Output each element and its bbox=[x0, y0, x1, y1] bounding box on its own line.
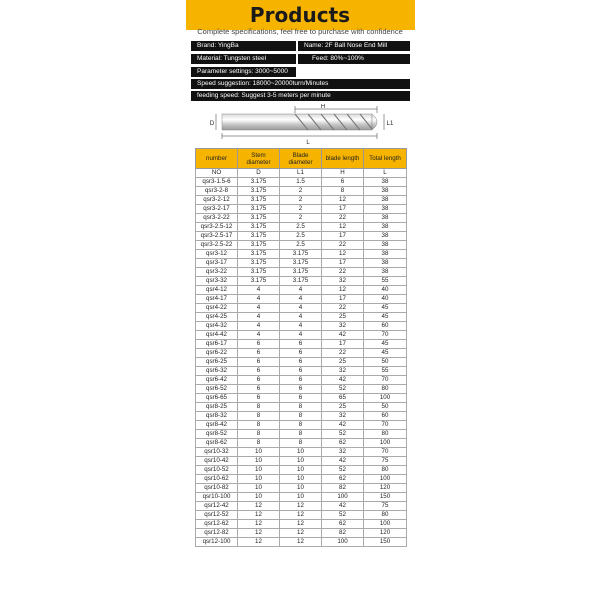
table-row bbox=[196, 349, 407, 358]
cell-stem-diameter: 4 bbox=[238, 286, 280, 295]
table-row bbox=[196, 178, 407, 187]
table-row bbox=[196, 457, 407, 466]
cell-number: qsr3-2.5-12 bbox=[196, 223, 238, 232]
cell-total-length: 75 bbox=[364, 457, 407, 466]
table-row bbox=[196, 484, 407, 493]
cell-number: qsr10-62 bbox=[196, 475, 238, 484]
cell-number: qsr3-2-8 bbox=[196, 187, 238, 196]
cell-blade-length: 25 bbox=[322, 403, 364, 412]
table-row bbox=[196, 295, 407, 304]
table-row bbox=[196, 421, 407, 430]
cell-stem-diameter: 10 bbox=[238, 466, 280, 475]
end-mill-shape bbox=[222, 114, 377, 130]
cell-number: qsr3-2-17 bbox=[196, 205, 238, 214]
cell-blade-length: 25 bbox=[322, 313, 364, 322]
table-row bbox=[196, 232, 407, 241]
table-row bbox=[196, 376, 407, 385]
cell-blade-length: 17 bbox=[322, 340, 364, 349]
dim-l1-label: L1 bbox=[386, 121, 394, 127]
table-row bbox=[196, 511, 407, 520]
cell-number: qsr8-25 bbox=[196, 403, 238, 412]
cell-blade-diameter: 10 bbox=[280, 484, 322, 493]
cell-blade-length: 32 bbox=[322, 367, 364, 376]
cell-blade-length: 62 bbox=[322, 475, 364, 484]
cell-total-length: 80 bbox=[364, 466, 407, 475]
cell-total-length: 100 bbox=[364, 475, 407, 484]
cell-stem-diameter: 3.175 bbox=[238, 178, 280, 187]
cell-blade-diameter: 6 bbox=[280, 385, 322, 394]
cell-blade-length: 65 bbox=[322, 394, 364, 403]
cell-blade-diameter: 12 bbox=[280, 511, 322, 520]
table-row bbox=[196, 394, 407, 403]
cell-blade-length: 17 bbox=[322, 295, 364, 304]
cell-stem-diameter: 8 bbox=[238, 439, 280, 448]
table-row bbox=[196, 430, 407, 439]
cell-blade-length: 52 bbox=[322, 385, 364, 394]
cell-blade-length: 25 bbox=[322, 358, 364, 367]
cell-total-length: 80 bbox=[364, 385, 407, 394]
cell-blade-diameter: 4 bbox=[280, 313, 322, 322]
table-header-row bbox=[196, 149, 407, 169]
cell-stem-diameter: 12 bbox=[238, 520, 280, 529]
cell-blade-length: 32 bbox=[322, 448, 364, 457]
cell-blade-length: 12 bbox=[322, 286, 364, 295]
cell-stem-diameter: 4 bbox=[238, 304, 280, 313]
cell-stem-diameter: 12 bbox=[238, 511, 280, 520]
cell-number: qsr3-32 bbox=[196, 277, 238, 286]
cell-blade-length: 22 bbox=[322, 268, 364, 277]
cell-total-length: 120 bbox=[364, 529, 407, 538]
cell-number: qsr3-17 bbox=[196, 259, 238, 268]
page-title: Products bbox=[249, 3, 351, 27]
table-row bbox=[196, 196, 407, 205]
parameter-bar: Parameter settings: 3000~5000 bbox=[191, 67, 296, 77]
cell-stem-diameter: 10 bbox=[238, 448, 280, 457]
cell-number: qsr12-42 bbox=[196, 502, 238, 511]
cell-total-length: 150 bbox=[364, 493, 407, 502]
cell-total-length: 120 bbox=[364, 484, 407, 493]
table-subheader-row bbox=[196, 169, 407, 178]
cell-number: qsr8-42 bbox=[196, 421, 238, 430]
table-row bbox=[196, 313, 407, 322]
cell-stem-diameter: 4 bbox=[238, 331, 280, 340]
cell-stem-diameter: 3.175 bbox=[238, 259, 280, 268]
cell-total-length: 45 bbox=[364, 340, 407, 349]
cell-number: qsr6-42 bbox=[196, 376, 238, 385]
brand-bar: Brand: YingBa bbox=[191, 41, 296, 51]
tool-drawing bbox=[200, 104, 400, 149]
cell-number: qsr10-42 bbox=[196, 457, 238, 466]
cell-total-length: 38 bbox=[364, 214, 407, 223]
subheader-no: NO bbox=[196, 169, 238, 178]
cell-number: qsr4-42 bbox=[196, 331, 238, 340]
cell-total-length: 40 bbox=[364, 286, 407, 295]
cell-stem-diameter: 3.175 bbox=[238, 277, 280, 286]
cell-blade-diameter: 12 bbox=[280, 502, 322, 511]
cell-number: qsr6-25 bbox=[196, 358, 238, 367]
cell-number: qsr4-17 bbox=[196, 295, 238, 304]
cell-total-length: 80 bbox=[364, 511, 407, 520]
table-row bbox=[196, 367, 407, 376]
cell-blade-length: 32 bbox=[322, 322, 364, 331]
cell-total-length: 38 bbox=[364, 205, 407, 214]
cell-blade-length: 82 bbox=[322, 484, 364, 493]
subheader-h: H bbox=[322, 169, 364, 178]
table-row bbox=[196, 412, 407, 421]
table-row bbox=[196, 268, 407, 277]
cell-stem-diameter: 12 bbox=[238, 529, 280, 538]
cell-number: qsr12-52 bbox=[196, 511, 238, 520]
header-blade-diameter: Blade diameter bbox=[280, 149, 322, 169]
cell-number: qsr4-22 bbox=[196, 304, 238, 313]
cell-blade-length: 32 bbox=[322, 277, 364, 286]
cell-blade-length: 17 bbox=[322, 232, 364, 241]
table-row bbox=[196, 322, 407, 331]
cell-blade-length: 22 bbox=[322, 304, 364, 313]
cell-number: qsr6-52 bbox=[196, 385, 238, 394]
cell-stem-diameter: 10 bbox=[238, 493, 280, 502]
cell-total-length: 45 bbox=[364, 349, 407, 358]
cell-stem-diameter: 4 bbox=[238, 295, 280, 304]
cell-total-length: 45 bbox=[364, 304, 407, 313]
cell-blade-length: 42 bbox=[322, 376, 364, 385]
subheader-l1: L1 bbox=[280, 169, 322, 178]
cell-blade-diameter: 4 bbox=[280, 286, 322, 295]
page-subtitle: Complete specifications, feel free to purchase with confidence bbox=[197, 27, 403, 36]
cell-stem-diameter: 4 bbox=[238, 313, 280, 322]
cell-total-length: 38 bbox=[364, 250, 407, 259]
cell-total-length: 38 bbox=[364, 187, 407, 196]
cell-number: qsr3-1.5-6 bbox=[196, 178, 238, 187]
cell-stem-diameter: 3.175 bbox=[238, 268, 280, 277]
cell-blade-length: 82 bbox=[322, 529, 364, 538]
cell-total-length: 38 bbox=[364, 268, 407, 277]
cell-blade-length: 8 bbox=[322, 187, 364, 196]
cell-blade-diameter: 6 bbox=[280, 376, 322, 385]
cell-blade-diameter: 8 bbox=[280, 430, 322, 439]
cell-blade-diameter: 12 bbox=[280, 538, 322, 547]
table-row bbox=[196, 520, 407, 529]
cell-number: qsr6-65 bbox=[196, 394, 238, 403]
cell-number: qsr10-100 bbox=[196, 493, 238, 502]
cell-blade-diameter: 2.5 bbox=[280, 223, 322, 232]
cell-blade-diameter: 10 bbox=[280, 466, 322, 475]
cell-blade-length: 52 bbox=[322, 511, 364, 520]
table-row bbox=[196, 493, 407, 502]
cell-blade-diameter: 8 bbox=[280, 403, 322, 412]
cell-blade-diameter: 6 bbox=[280, 340, 322, 349]
cell-blade-length: 42 bbox=[322, 502, 364, 511]
cell-total-length: 150 bbox=[364, 538, 407, 547]
cell-blade-length: 52 bbox=[322, 466, 364, 475]
cell-number: qsr10-82 bbox=[196, 484, 238, 493]
cell-total-length: 70 bbox=[364, 448, 407, 457]
cell-blade-diameter: 2.5 bbox=[280, 241, 322, 250]
cell-blade-diameter: 2 bbox=[280, 214, 322, 223]
cell-number: qsr6-17 bbox=[196, 340, 238, 349]
cell-total-length: 55 bbox=[364, 277, 407, 286]
cell-stem-diameter: 3.175 bbox=[238, 187, 280, 196]
table-row bbox=[196, 277, 407, 286]
cell-total-length: 38 bbox=[364, 178, 407, 187]
cell-stem-diameter: 3.175 bbox=[238, 196, 280, 205]
cell-total-length: 100 bbox=[364, 394, 407, 403]
cell-blade-diameter: 6 bbox=[280, 358, 322, 367]
cell-stem-diameter: 10 bbox=[238, 457, 280, 466]
cell-blade-diameter: 1.5 bbox=[280, 178, 322, 187]
cell-blade-length: 42 bbox=[322, 421, 364, 430]
cell-blade-diameter: 2.5 bbox=[280, 232, 322, 241]
cell-blade-diameter: 4 bbox=[280, 322, 322, 331]
table-row bbox=[196, 241, 407, 250]
dim-h-label: H bbox=[320, 104, 326, 110]
cell-blade-length: 62 bbox=[322, 520, 364, 529]
cell-stem-diameter: 8 bbox=[238, 421, 280, 430]
cell-stem-diameter: 6 bbox=[238, 385, 280, 394]
table-row bbox=[196, 187, 407, 196]
cell-stem-diameter: 12 bbox=[238, 502, 280, 511]
cell-blade-length: 17 bbox=[322, 259, 364, 268]
cell-total-length: 38 bbox=[364, 196, 407, 205]
table-row bbox=[196, 223, 407, 232]
cell-number: qsr3-2-22 bbox=[196, 214, 238, 223]
cell-blade-diameter: 8 bbox=[280, 412, 322, 421]
cell-stem-diameter: 6 bbox=[238, 394, 280, 403]
cell-number: qsr8-32 bbox=[196, 412, 238, 421]
cell-number: qsr12-100 bbox=[196, 538, 238, 547]
table-row bbox=[196, 358, 407, 367]
cell-number: qsr12-62 bbox=[196, 520, 238, 529]
cell-stem-diameter: 8 bbox=[238, 403, 280, 412]
cell-stem-diameter: 6 bbox=[238, 367, 280, 376]
table-row bbox=[196, 529, 407, 538]
cell-number: qsr12-82 bbox=[196, 529, 238, 538]
cell-blade-length: 12 bbox=[322, 250, 364, 259]
cell-blade-length: 12 bbox=[322, 196, 364, 205]
cell-blade-diameter: 3.175 bbox=[280, 250, 322, 259]
dim-d-label: D bbox=[209, 121, 215, 127]
cell-total-length: 45 bbox=[364, 313, 407, 322]
cell-total-length: 38 bbox=[364, 259, 407, 268]
cell-number: qsr10-52 bbox=[196, 466, 238, 475]
cell-blade-length: 22 bbox=[322, 349, 364, 358]
table-row bbox=[196, 403, 407, 412]
cell-number: qsr6-22 bbox=[196, 349, 238, 358]
cell-stem-diameter: 3.175 bbox=[238, 223, 280, 232]
cell-number: qsr4-25 bbox=[196, 313, 238, 322]
cell-blade-length: 100 bbox=[322, 538, 364, 547]
cell-number: qsr3-2.5-17 bbox=[196, 232, 238, 241]
cell-total-length: 75 bbox=[364, 502, 407, 511]
cell-blade-diameter: 8 bbox=[280, 439, 322, 448]
table-row bbox=[196, 466, 407, 475]
cell-blade-length: 52 bbox=[322, 430, 364, 439]
cell-blade-diameter: 4 bbox=[280, 295, 322, 304]
cell-blade-length: 42 bbox=[322, 457, 364, 466]
cell-number: qsr3-2.5-22 bbox=[196, 241, 238, 250]
cell-stem-diameter: 3.175 bbox=[238, 214, 280, 223]
cell-blade-length: 6 bbox=[322, 178, 364, 187]
cell-blade-diameter: 10 bbox=[280, 475, 322, 484]
cell-stem-diameter: 6 bbox=[238, 358, 280, 367]
cell-blade-length: 22 bbox=[322, 241, 364, 250]
cell-total-length: 38 bbox=[364, 223, 407, 232]
cell-total-length: 70 bbox=[364, 331, 407, 340]
cell-total-length: 80 bbox=[364, 430, 407, 439]
cell-blade-diameter: 2 bbox=[280, 187, 322, 196]
cell-stem-diameter: 3.175 bbox=[238, 205, 280, 214]
cell-number: qsr10-32 bbox=[196, 448, 238, 457]
cell-blade-diameter: 12 bbox=[280, 520, 322, 529]
cell-stem-diameter: 3.175 bbox=[238, 250, 280, 259]
cell-stem-diameter: 12 bbox=[238, 538, 280, 547]
cell-stem-diameter: 3.175 bbox=[238, 232, 280, 241]
dim-l-label: L bbox=[306, 140, 310, 146]
table-row bbox=[196, 331, 407, 340]
cell-total-length: 100 bbox=[364, 520, 407, 529]
cell-blade-diameter: 3.175 bbox=[280, 268, 322, 277]
cell-total-length: 38 bbox=[364, 232, 407, 241]
header-number: number bbox=[196, 149, 238, 169]
cell-blade-diameter: 2 bbox=[280, 205, 322, 214]
cell-blade-diameter: 10 bbox=[280, 457, 322, 466]
cell-total-length: 60 bbox=[364, 412, 407, 421]
table-row bbox=[196, 205, 407, 214]
cell-total-length: 38 bbox=[364, 241, 407, 250]
table-row bbox=[196, 286, 407, 295]
cell-number: qsr4-32 bbox=[196, 322, 238, 331]
feed-bar: Feed: 80%~100% bbox=[298, 54, 410, 64]
table-row bbox=[196, 340, 407, 349]
cell-total-length: 55 bbox=[364, 367, 407, 376]
cell-blade-length: 17 bbox=[322, 205, 364, 214]
cell-blade-length: 42 bbox=[322, 331, 364, 340]
cell-blade-diameter: 2 bbox=[280, 196, 322, 205]
cell-total-length: 40 bbox=[364, 295, 407, 304]
cell-blade-diameter: 12 bbox=[280, 529, 322, 538]
spec-table bbox=[195, 148, 407, 547]
cell-number: qsr3-2-12 bbox=[196, 196, 238, 205]
cell-total-length: 60 bbox=[364, 322, 407, 331]
cell-stem-diameter: 8 bbox=[238, 412, 280, 421]
cell-number: qsr4-12 bbox=[196, 286, 238, 295]
header-stem-diameter: Stem diameter bbox=[238, 149, 280, 169]
cell-stem-diameter: 6 bbox=[238, 376, 280, 385]
cell-blade-diameter: 6 bbox=[280, 349, 322, 358]
subheader-d: D bbox=[238, 169, 280, 178]
cell-blade-length: 22 bbox=[322, 214, 364, 223]
cell-stem-diameter: 10 bbox=[238, 475, 280, 484]
cell-stem-diameter: 6 bbox=[238, 349, 280, 358]
cell-number: qsr3-22 bbox=[196, 268, 238, 277]
cell-blade-diameter: 3.175 bbox=[280, 277, 322, 286]
table-row bbox=[196, 214, 407, 223]
cell-blade-length: 12 bbox=[322, 223, 364, 232]
table-row bbox=[196, 448, 407, 457]
cell-blade-diameter: 4 bbox=[280, 304, 322, 313]
cell-blade-diameter: 10 bbox=[280, 448, 322, 457]
feeding-bar: feeding speed: Suggest 3-5 meters per minute bbox=[191, 91, 410, 101]
cell-stem-diameter: 3.175 bbox=[238, 241, 280, 250]
cell-total-length: 70 bbox=[364, 376, 407, 385]
table-row bbox=[196, 538, 407, 547]
cell-blade-diameter: 3.175 bbox=[280, 259, 322, 268]
header-blade-length: blade length bbox=[322, 149, 364, 169]
cell-blade-length: 32 bbox=[322, 412, 364, 421]
cell-total-length: 70 bbox=[364, 421, 407, 430]
table-row bbox=[196, 475, 407, 484]
cell-blade-length: 100 bbox=[322, 493, 364, 502]
table-row bbox=[196, 259, 407, 268]
material-bar: Material: Tungsten steel bbox=[191, 54, 296, 64]
cell-total-length: 50 bbox=[364, 403, 407, 412]
cell-number: qsr8-62 bbox=[196, 439, 238, 448]
name-bar: Name: 2F Ball Nose End Mill bbox=[298, 41, 410, 51]
cell-number: qsr8-52 bbox=[196, 430, 238, 439]
cell-blade-diameter: 6 bbox=[280, 394, 322, 403]
cell-stem-diameter: 6 bbox=[238, 340, 280, 349]
cell-blade-diameter: 4 bbox=[280, 331, 322, 340]
cell-total-length: 100 bbox=[364, 439, 407, 448]
cell-number: qsr6-32 bbox=[196, 367, 238, 376]
table-row bbox=[196, 250, 407, 259]
subheader-l: L bbox=[364, 169, 407, 178]
cell-blade-diameter: 8 bbox=[280, 421, 322, 430]
cell-stem-diameter: 10 bbox=[238, 484, 280, 493]
cell-blade-length: 62 bbox=[322, 439, 364, 448]
cell-blade-diameter: 6 bbox=[280, 367, 322, 376]
table-row bbox=[196, 304, 407, 313]
cell-stem-diameter: 8 bbox=[238, 430, 280, 439]
header-total-length: Total length bbox=[364, 149, 407, 169]
cell-total-length: 50 bbox=[364, 358, 407, 367]
cell-blade-diameter: 10 bbox=[280, 493, 322, 502]
table-row bbox=[196, 385, 407, 394]
cell-stem-diameter: 4 bbox=[238, 322, 280, 331]
table-row bbox=[196, 439, 407, 448]
cell-number: qsr3-12 bbox=[196, 250, 238, 259]
table-row bbox=[196, 502, 407, 511]
speed-bar: Speed suggestion: 18000~20000turn/Minutes bbox=[191, 79, 410, 89]
